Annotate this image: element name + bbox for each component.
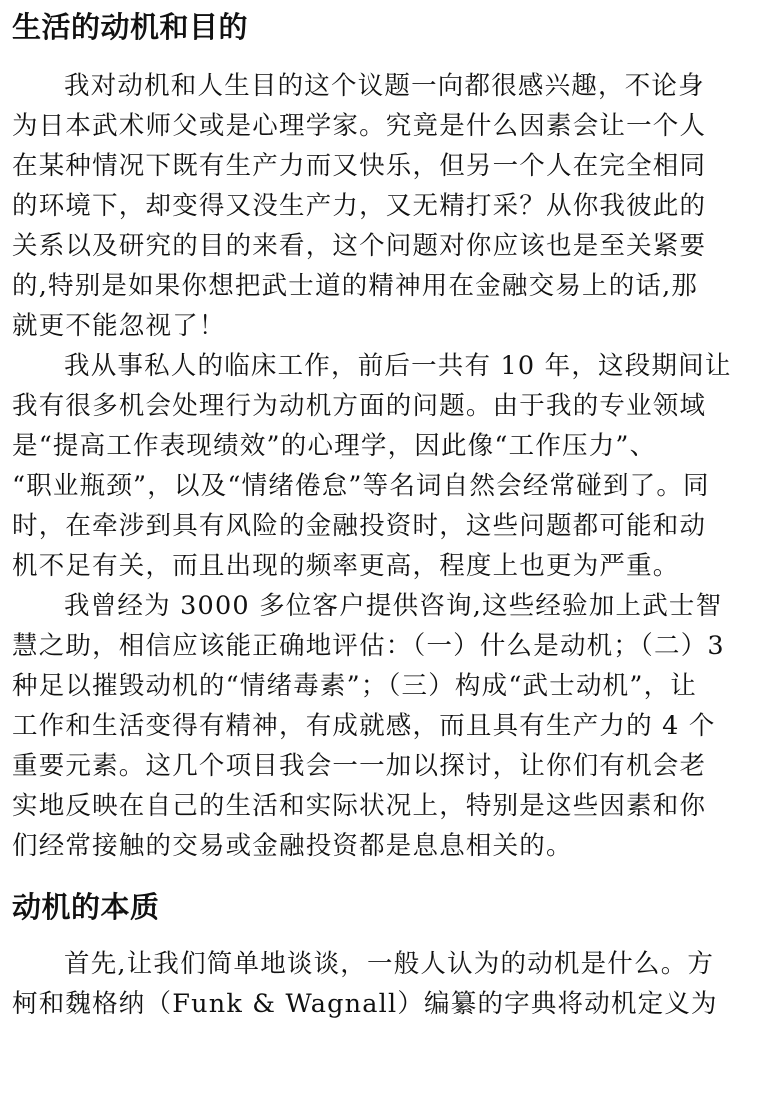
text-line: 实地反映在自己的生活和实际状况上，特别是这些因素和你 <box>12 791 707 821</box>
text-line: 我有很多机会处理行为动机方面的问题。由于我的专业领域 <box>12 391 707 421</box>
text-line: 在某种情况下既有生产力而又快乐，但另一个人在完全相同 <box>12 151 707 181</box>
text-line: 我对动机和人生目的这个议题一向都很感兴趣，不论身 <box>64 71 705 101</box>
text-line: 是“提高工作表现绩效”的心理学，因此像“工作压力”、 <box>12 431 657 461</box>
text-line: 慧之助，相信应该能正确地评估：（一）什么是动机；（二）3 <box>12 631 725 661</box>
paragraph-1 <box>12 66 748 346</box>
paragraph-4 <box>12 944 748 1024</box>
text-line: 的环境下，却变得又没生产力，又无精打采？从你我彼此的 <box>12 191 707 221</box>
text-line: 种足以摧毁动机的“情绪毒素”；（三）构成“武士动机”，让 <box>12 671 697 701</box>
text-line: 们经常接触的交易或金融投资都是息息相关的。 <box>12 831 573 861</box>
text-line: 就更不能忽视了！ <box>12 311 226 341</box>
text-line: 工作和生活变得有精神，有成就感，而且具有生产力的 4 个 <box>12 711 716 741</box>
text-line: “职业瓶颈”，以及“情绪倦怠”等名词自然会经常碰到了。同 <box>12 471 710 501</box>
paragraph-3 <box>12 586 748 866</box>
section-title-motivation-and-purpose: 生活的动机和目的 <box>12 10 249 44</box>
text-line: 时，在牵涉到具有风险的金融投资时，这些问题都可能和动 <box>12 511 707 541</box>
text-line: 首先,让我们简单地谈谈，一般人认为的动机是什么。方 <box>64 949 715 979</box>
text-line: 的,特别是如果你想把武士道的精神用在金融交易上的话,那 <box>12 271 699 301</box>
text-line: 机不足有关，而且出现的频率更高，程度上也更为严重。 <box>12 551 680 581</box>
text-line: 柯和魏格纳（Funk & Wagnall）编纂的字典将动机定义为 <box>12 989 718 1019</box>
text-line: 关系以及研究的目的来看，这个问题对你应该也是至关紧要 <box>12 231 707 261</box>
text-line: 为日本武术师父或是心理学家。究竟是什么因素会让一个人 <box>12 111 707 141</box>
section-title-nature-of-motivation: 动机的本质 <box>12 890 160 924</box>
text-line: 重要元素。这几个项目我会一一加以探讨，让你们有机会老 <box>12 751 707 781</box>
text-line: 我曾经为 3000 多位客户提供咨询,这些经验加上武士智 <box>64 591 723 621</box>
paragraph-2 <box>12 346 748 586</box>
text-line: 我从事私人的临床工作，前后一共有 10 年，这段期间让 <box>64 351 732 381</box>
